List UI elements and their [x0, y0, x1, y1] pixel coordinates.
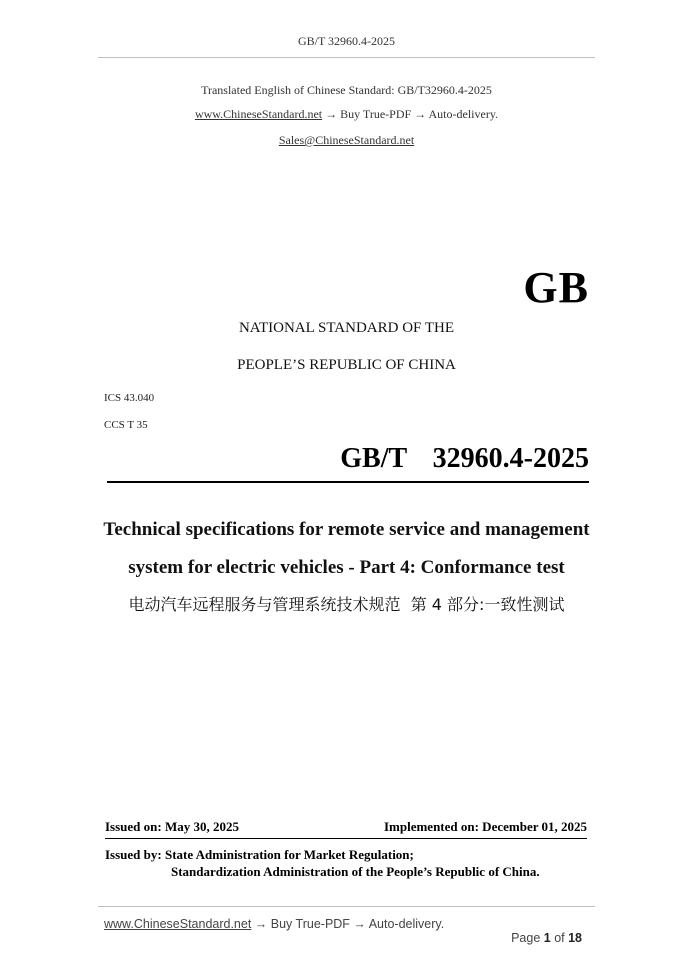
issued-by-line-1: Issued by: State Administration for Market Regulation;	[105, 847, 414, 862]
footer-purchase-line	[104, 917, 444, 931]
ics-code: ICS 43.040	[104, 392, 155, 404]
purchase-line	[0, 107, 693, 122]
national-standard-line-1: NATIONAL STANDARD OF THE	[238, 320, 455, 336]
header-divider	[98, 57, 595, 58]
footer-purchase-text: → Buy True-PDF → Auto-delivery.	[251, 917, 445, 931]
national-standard-line-2: PEOPLE’S REPUBLIC OF CHINA	[237, 357, 456, 373]
issued-on: Issued on: May 30, 2025	[105, 819, 239, 834]
purchase-text: → Buy True-PDF → Auto-delivery.	[322, 107, 499, 121]
title-english-line-1: Technical specifications for remote service and management	[103, 519, 590, 540]
of-label: of	[550, 931, 569, 945]
page-number: 1	[543, 931, 551, 945]
footer-site-link[interactable]: www.ChineseStandard.net	[104, 917, 252, 931]
title-english-line-2: system for electric vehicles - Part 4: Conformance test	[128, 557, 565, 578]
title-chinese: 电动汽车远程服务与管理系统技术规范 第 4 部分:一致性测试	[128, 595, 565, 614]
page-indicator	[504, 917, 582, 945]
issued-by-line-2: Standardization Administration of the People’s Republic of China.	[171, 864, 540, 879]
translation-notice: Translated English of Chinese Standard: GB/T32960.4-2025	[201, 83, 492, 97]
site-link[interactable]: www.ChineseStandard.net	[194, 107, 323, 121]
dates-divider	[105, 838, 587, 839]
implemented-on: Implemented on: December 01, 2025	[383, 819, 587, 834]
gb-logo: GB	[523, 263, 589, 312]
sales-email-link[interactable]: Sales@ChineseStandard.net	[278, 133, 415, 147]
email-line	[0, 133, 693, 148]
standard-number-rule	[107, 481, 589, 483]
running-header: GB/T 32960.4-2025	[297, 34, 396, 48]
page-total: 18	[568, 931, 582, 945]
standard-number: GB/T 32960.4-2025	[340, 443, 589, 474]
footer-divider	[98, 906, 595, 907]
page-label: Page	[511, 931, 544, 945]
ccs-code: CCS T 35	[104, 419, 148, 431]
